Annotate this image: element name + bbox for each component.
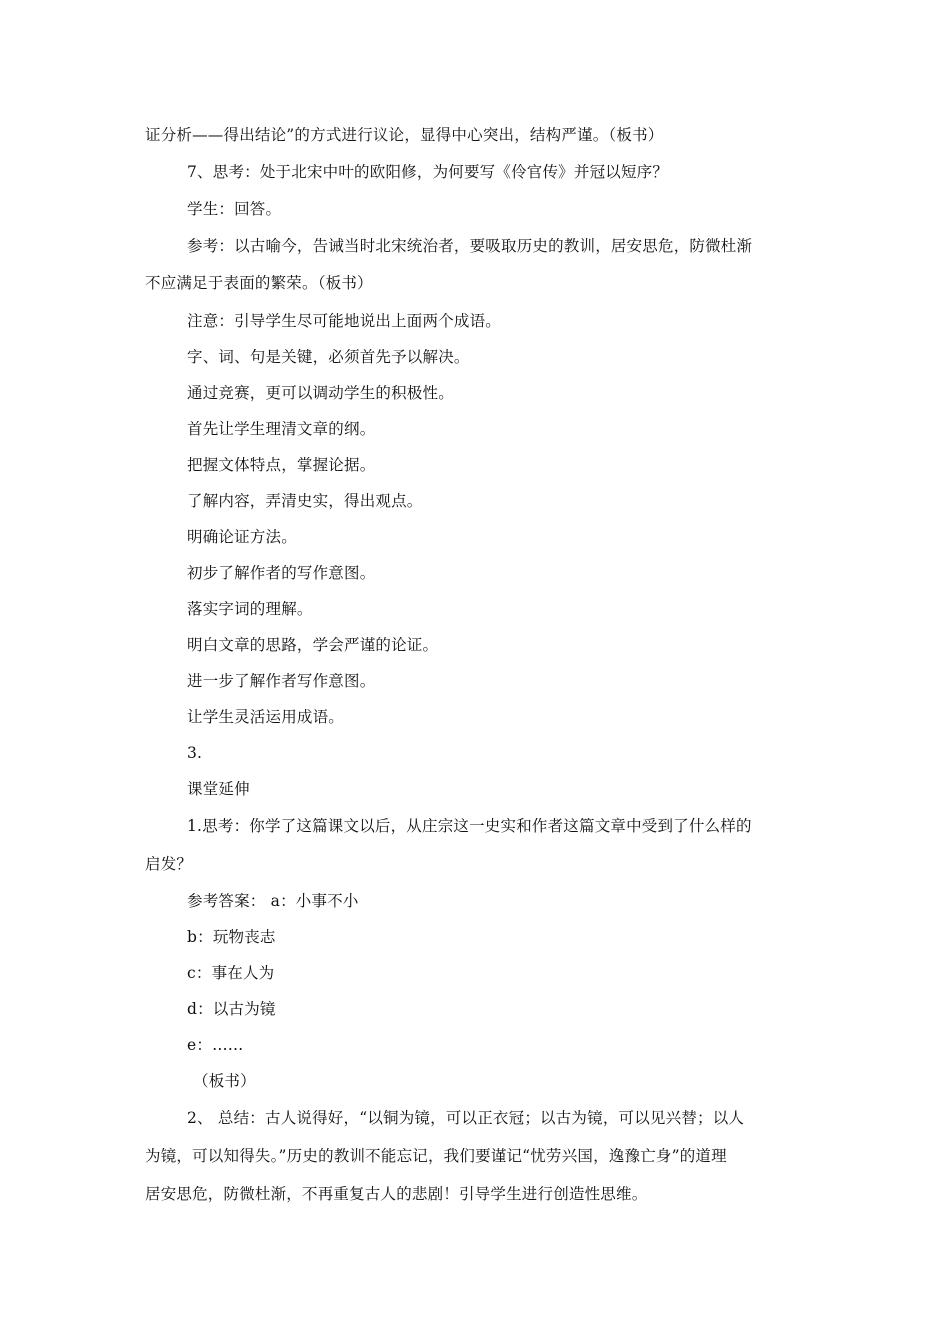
list-item: e：…… bbox=[187, 1036, 244, 1054]
text-line: 首先让学生理清文章的纲。 bbox=[187, 420, 376, 438]
text-line: 参考答案： a：小事不小 bbox=[187, 892, 359, 910]
text-line: 为镜，可以知得失。”历史的教训不能忘记，我们要谨记“忧劳兴国，逸豫亡身”的道理 bbox=[145, 1147, 727, 1165]
text-line: 了解内容，弄清史实，得出观点。 bbox=[187, 492, 423, 510]
text-line: （板书） bbox=[193, 1072, 256, 1090]
text-line: 明白文章的思路，学会严谨的论证。 bbox=[187, 636, 439, 654]
text-line: 落实字词的理解。 bbox=[187, 600, 313, 618]
text-line: 居安思危，防微杜渐，不再重复古人的悲剧！引导学生进行创造性思维。 bbox=[145, 1185, 648, 1203]
list-item: d：以古为镜 bbox=[187, 1000, 276, 1018]
text-line: 明确论证方法。 bbox=[187, 528, 297, 546]
text-line: 进一步了解作者写作意图。 bbox=[187, 672, 376, 690]
list-item: c：事在人为 bbox=[187, 964, 275, 982]
text-line: 3. bbox=[187, 744, 203, 762]
text-line: 通过竞赛，更可以调动学生的积极性。 bbox=[187, 384, 454, 402]
section-heading: 课堂延伸 bbox=[187, 780, 250, 798]
text-line: 学生：回答。 bbox=[187, 200, 282, 218]
text-line: 把握文体特点，掌握论据。 bbox=[187, 456, 376, 474]
text-line: 让学生灵活运用成语。 bbox=[187, 708, 345, 726]
text-line: 初步了解作者的写作意图。 bbox=[187, 564, 376, 582]
text-line: 2、 总结：古人说得好，“以铜为镜，可以正衣冠；以古为镜，可以见兴替；以人 bbox=[187, 1109, 745, 1127]
text-line: 注意：引导学生尽可能地说出上面两个成语。 bbox=[187, 312, 502, 330]
text-line: 启发？ bbox=[145, 855, 193, 873]
list-item: b：玩物丧志 bbox=[187, 928, 276, 946]
text-line: 7、思考：处于北宋中叶的欧阳修，为何要写《伶官传》并冠以短序？ bbox=[187, 163, 669, 181]
text-line: 1.思考：你学了这篇课文以后，从庄宗这一史实和作者这篇文章中受到了什么样的 bbox=[187, 817, 752, 835]
text-line: 证分析——得出结论”的方式进行议论，显得中心突出，结构严谨。（板书） bbox=[145, 126, 664, 144]
text-line: 参考：以古喻今，告诫当时北宋统治者，要吸取历史的教训，居安思危，防微杜渐 bbox=[187, 237, 753, 255]
text-line: 字、词、句是关键，必须首先予以解决。 bbox=[187, 348, 470, 366]
text-line: 不应满足于表面的繁荣。（板书） bbox=[145, 274, 373, 292]
